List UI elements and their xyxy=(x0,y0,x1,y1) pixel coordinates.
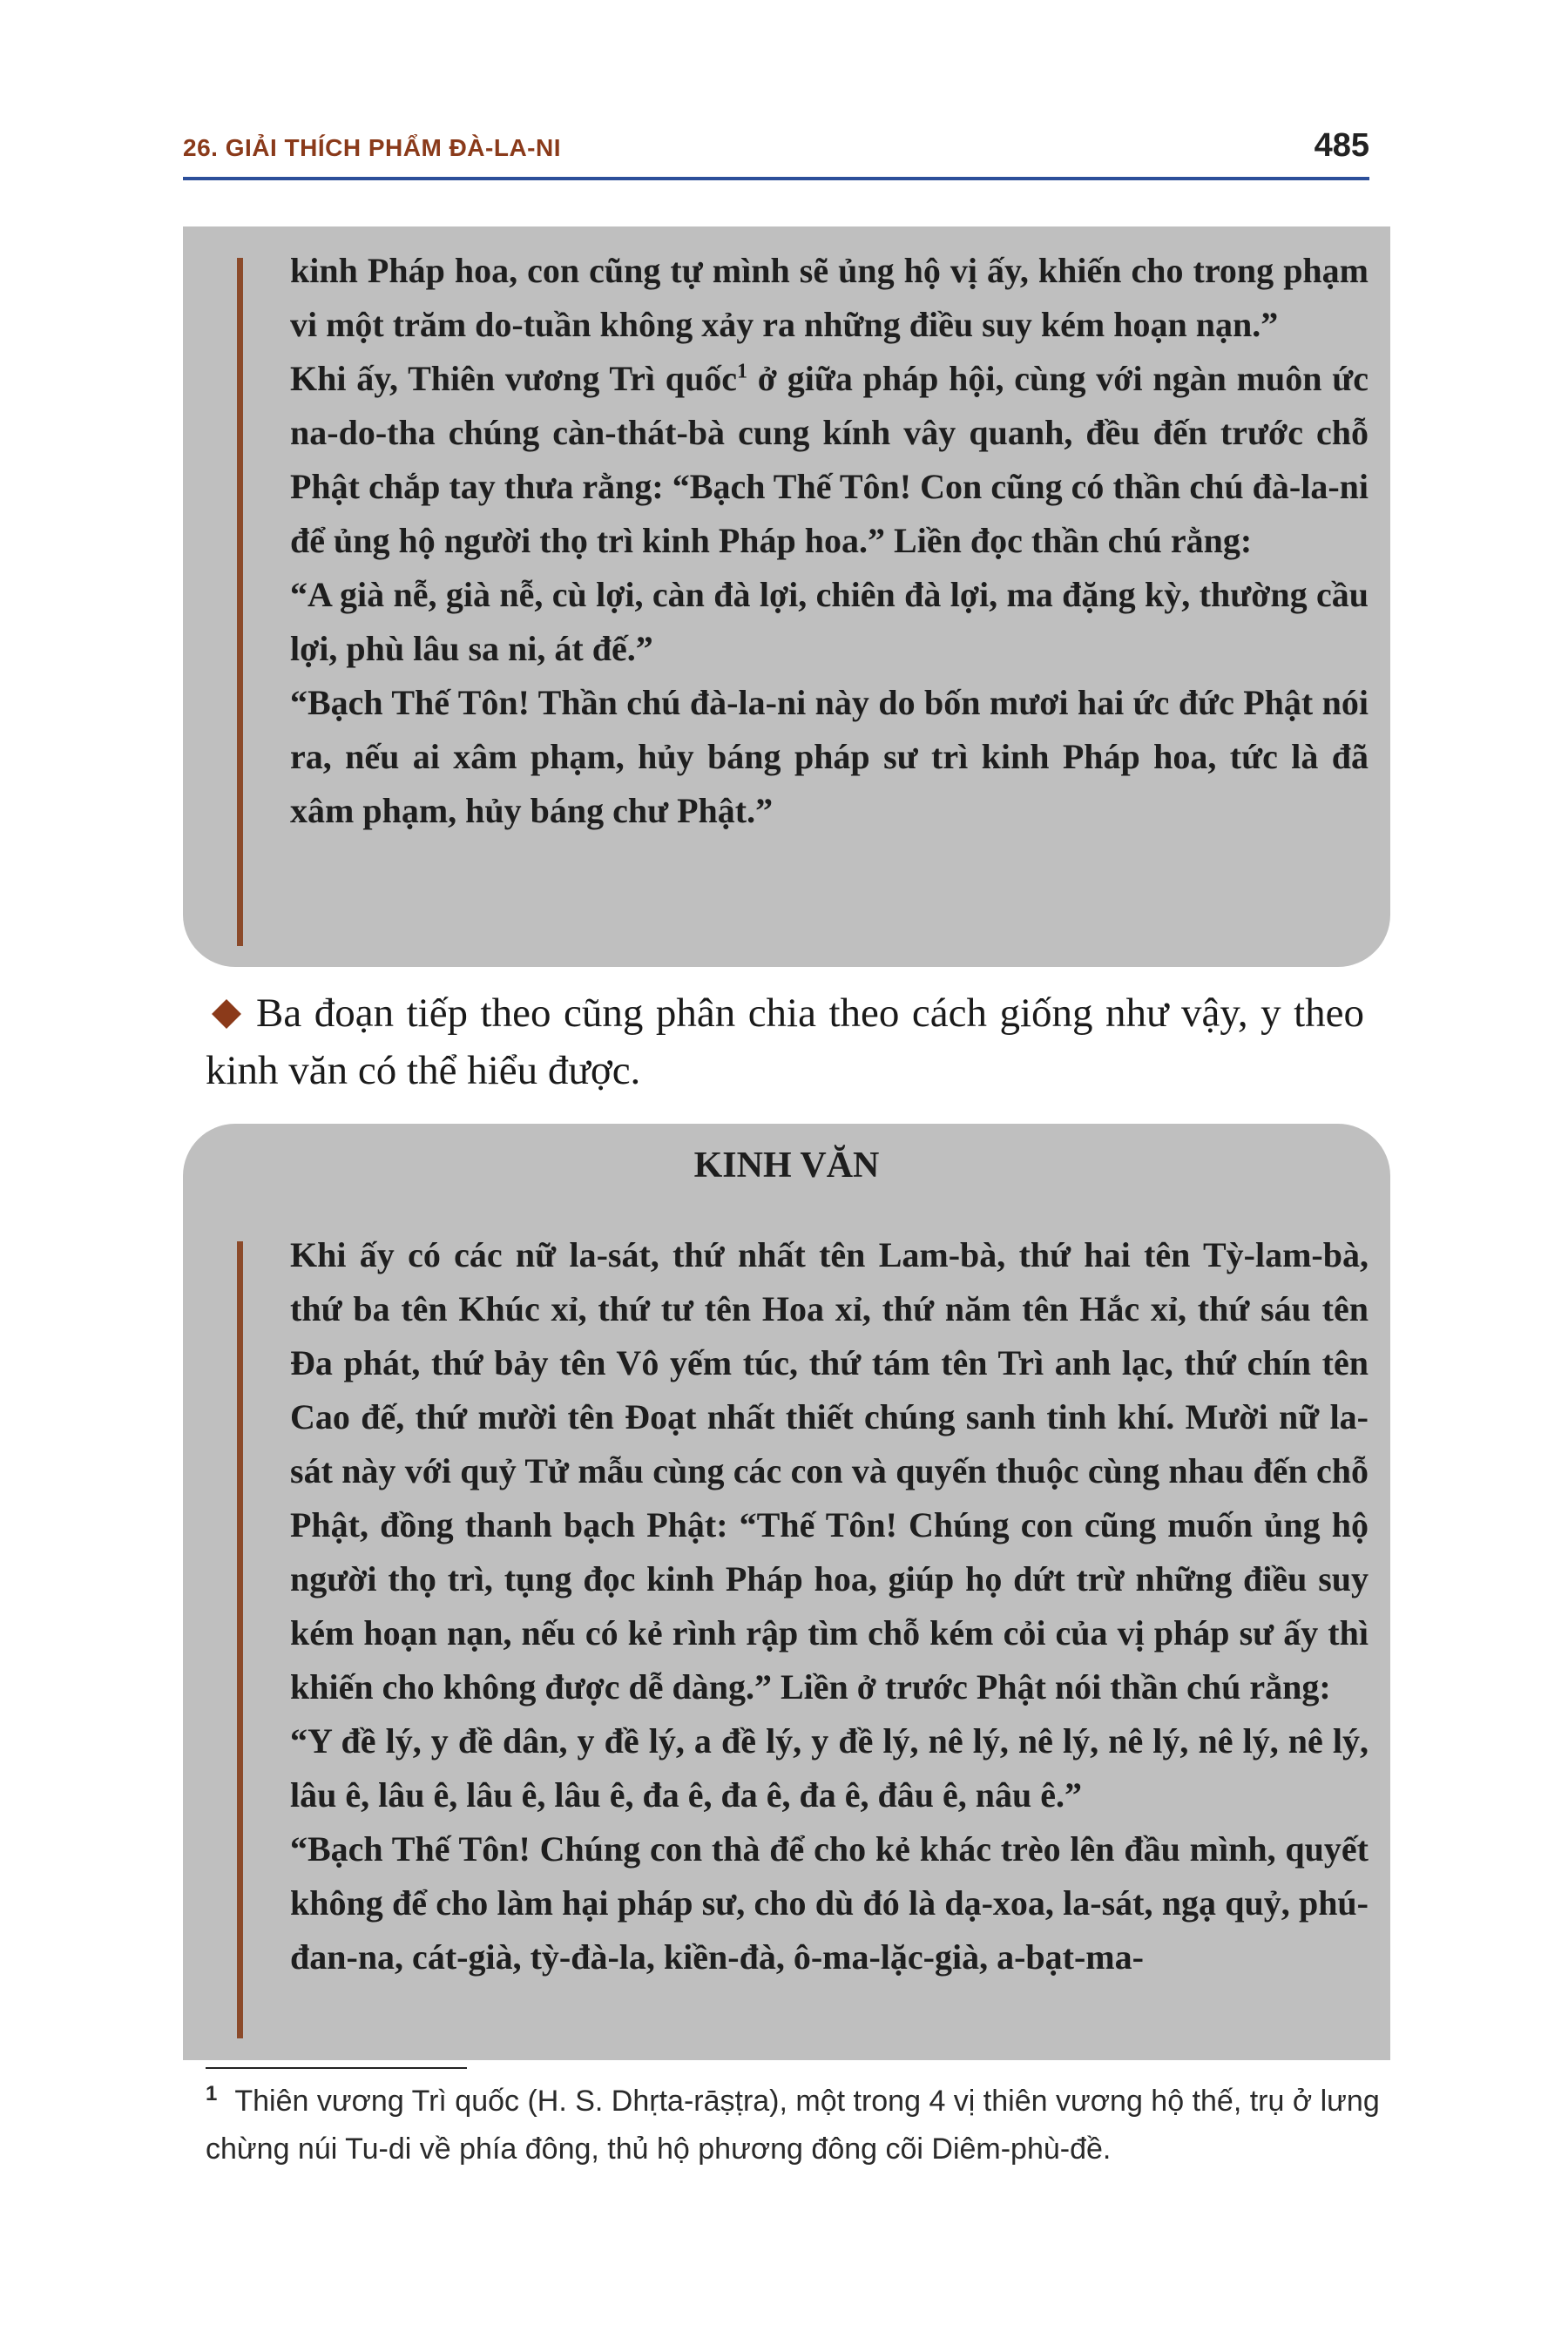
footnote-mark: 1 xyxy=(206,2081,218,2105)
page-number: 485 xyxy=(1314,127,1369,164)
footnote-rule xyxy=(206,2067,467,2069)
page-header xyxy=(183,127,1369,171)
mantra-paragraph: “Y đề lý, y đề dân, y đề lý, a đề lý, y đề lý, nê lý, nê lý, nê lý, nê lý, nê lý, lâu ê, lâu ê, lâu ê, lâu ê, đa ê, đa ê, đa ê, đâu ê, nâu ê.” xyxy=(290,1721,1369,1815)
mantra-paragraph: “A già nễ, già nễ, cù lợi, càn đà lợi, chiên đà lợi, ma đặng kỳ, thường cầu lợi, phù lâu sa ni, át đế.” xyxy=(290,575,1369,668)
header-rule xyxy=(183,177,1369,180)
commentary-text: Ba đoạn tiếp theo cũng phân chia theo cách giống như vậy, y theo kinh văn có thể hiểu được. xyxy=(206,990,1364,1093)
footnote-text: Thiên vương Trì quốc (H. S. Dhṛta-rāṣṭra), một trong 4 vị thiên vương hộ thế, trụ ở lưng chừng núi Tu-di về phía đông, thủ hộ phương đông cõi Diêm-phù-đề. xyxy=(206,2085,1380,2166)
scripture-paragraph xyxy=(290,352,1369,568)
quote-bar xyxy=(237,258,243,946)
scripture-paragraph: “Bạch Thế Tôn! Chúng con thà để cho kẻ khác trèo lên đầu mình, quyết không để cho làm hại pháp sư, cho dù đó là dạ-xoa, la-sát, ngạ quỷ, phú-đan-na, cát-già, tỳ-đà-la, kiền-đà, ô-ma-lặc-già, a-bạt-ma- xyxy=(290,1829,1369,1977)
scripture-paragraph: Khi ấy có các nữ la-sát, thứ nhất tên Lam-bà, thứ hai tên Tỳ-lam-bà, thứ ba tên Khúc xỉ, thứ tư tên Hoa xỉ, thứ năm tên Hắc xỉ, thứ sáu tên Đa phát, thứ bảy tên Vô yếm túc, thứ tám tên Trì anh lạc, thứ chín tên Cao đế, thứ mười tên Đoạt nhất thiết chúng sanh tinh khí. Mười nữ la-sát này với quỷ Tử mẫu cùng các con và quyến thuộc cùng nhau đến chỗ Phật, đồng thanh bạch Phật: “Thế Tôn! Chúng con cũng muốn ủng hộ người thọ trì, tụng đọc kinh Pháp hoa, giúp họ dứt trừ những điều suy kém hoạn nạn, nếu có kẻ rình rập tìm chỗ kém cỏi của vị pháp sư ấy thì khiến cho không được dễ dàng.” Liền ở trước Phật nói thần chú rằng: xyxy=(290,1235,1369,1707)
footnote xyxy=(206,2078,1382,2173)
diamond-bullet-icon xyxy=(212,999,241,1029)
scripture-paragraph: “Bạch Thế Tôn! Thần chú đà-la-ni này do bốn mươi hai ức đức Phật nói ra, nếu ai xâm phạm, hủy báng pháp sư trì kinh Pháp hoa, tức là đã xâm phạm, hủy báng chư Phật.” xyxy=(290,683,1369,830)
footnote-reference[interactable]: 1 xyxy=(737,360,747,383)
commentary-paragraph xyxy=(206,984,1364,1099)
paragraph-text: ở giữa pháp hội, cùng với ngàn muôn ức na-do-tha chúng càn-thát-bà cung kính vây quanh, đều đến trước chỗ Phật chắp tay thưa rằng: “Bạch Thế Tôn! Con cũng có thần chú đà-la-ni để ủng hộ người thọ trì kinh Pháp hoa.” Liền đọc thần chú rằng: xyxy=(290,359,1369,560)
chapter-title: 26. GIẢI THÍCH PHẨM ĐÀ-LA-NI xyxy=(183,134,561,161)
scripture-text xyxy=(290,1228,1369,1984)
scripture-text xyxy=(290,244,1369,838)
quote-bar xyxy=(237,1241,243,2038)
scripture-box-continued xyxy=(183,226,1390,967)
scripture-paragraph: kinh Pháp hoa, con cũng tự mình sẽ ủng hộ vị ấy, khiến cho trong phạm vi một trăm do-tuần không xảy ra những điều suy kém hoạn nạn.” xyxy=(290,251,1369,344)
kinh-van-box xyxy=(183,1124,1390,2060)
kinh-van-title: KINH VĂN xyxy=(693,1146,880,1186)
paragraph-text: Khi ấy, Thiên vương Trì quốc xyxy=(290,359,737,398)
